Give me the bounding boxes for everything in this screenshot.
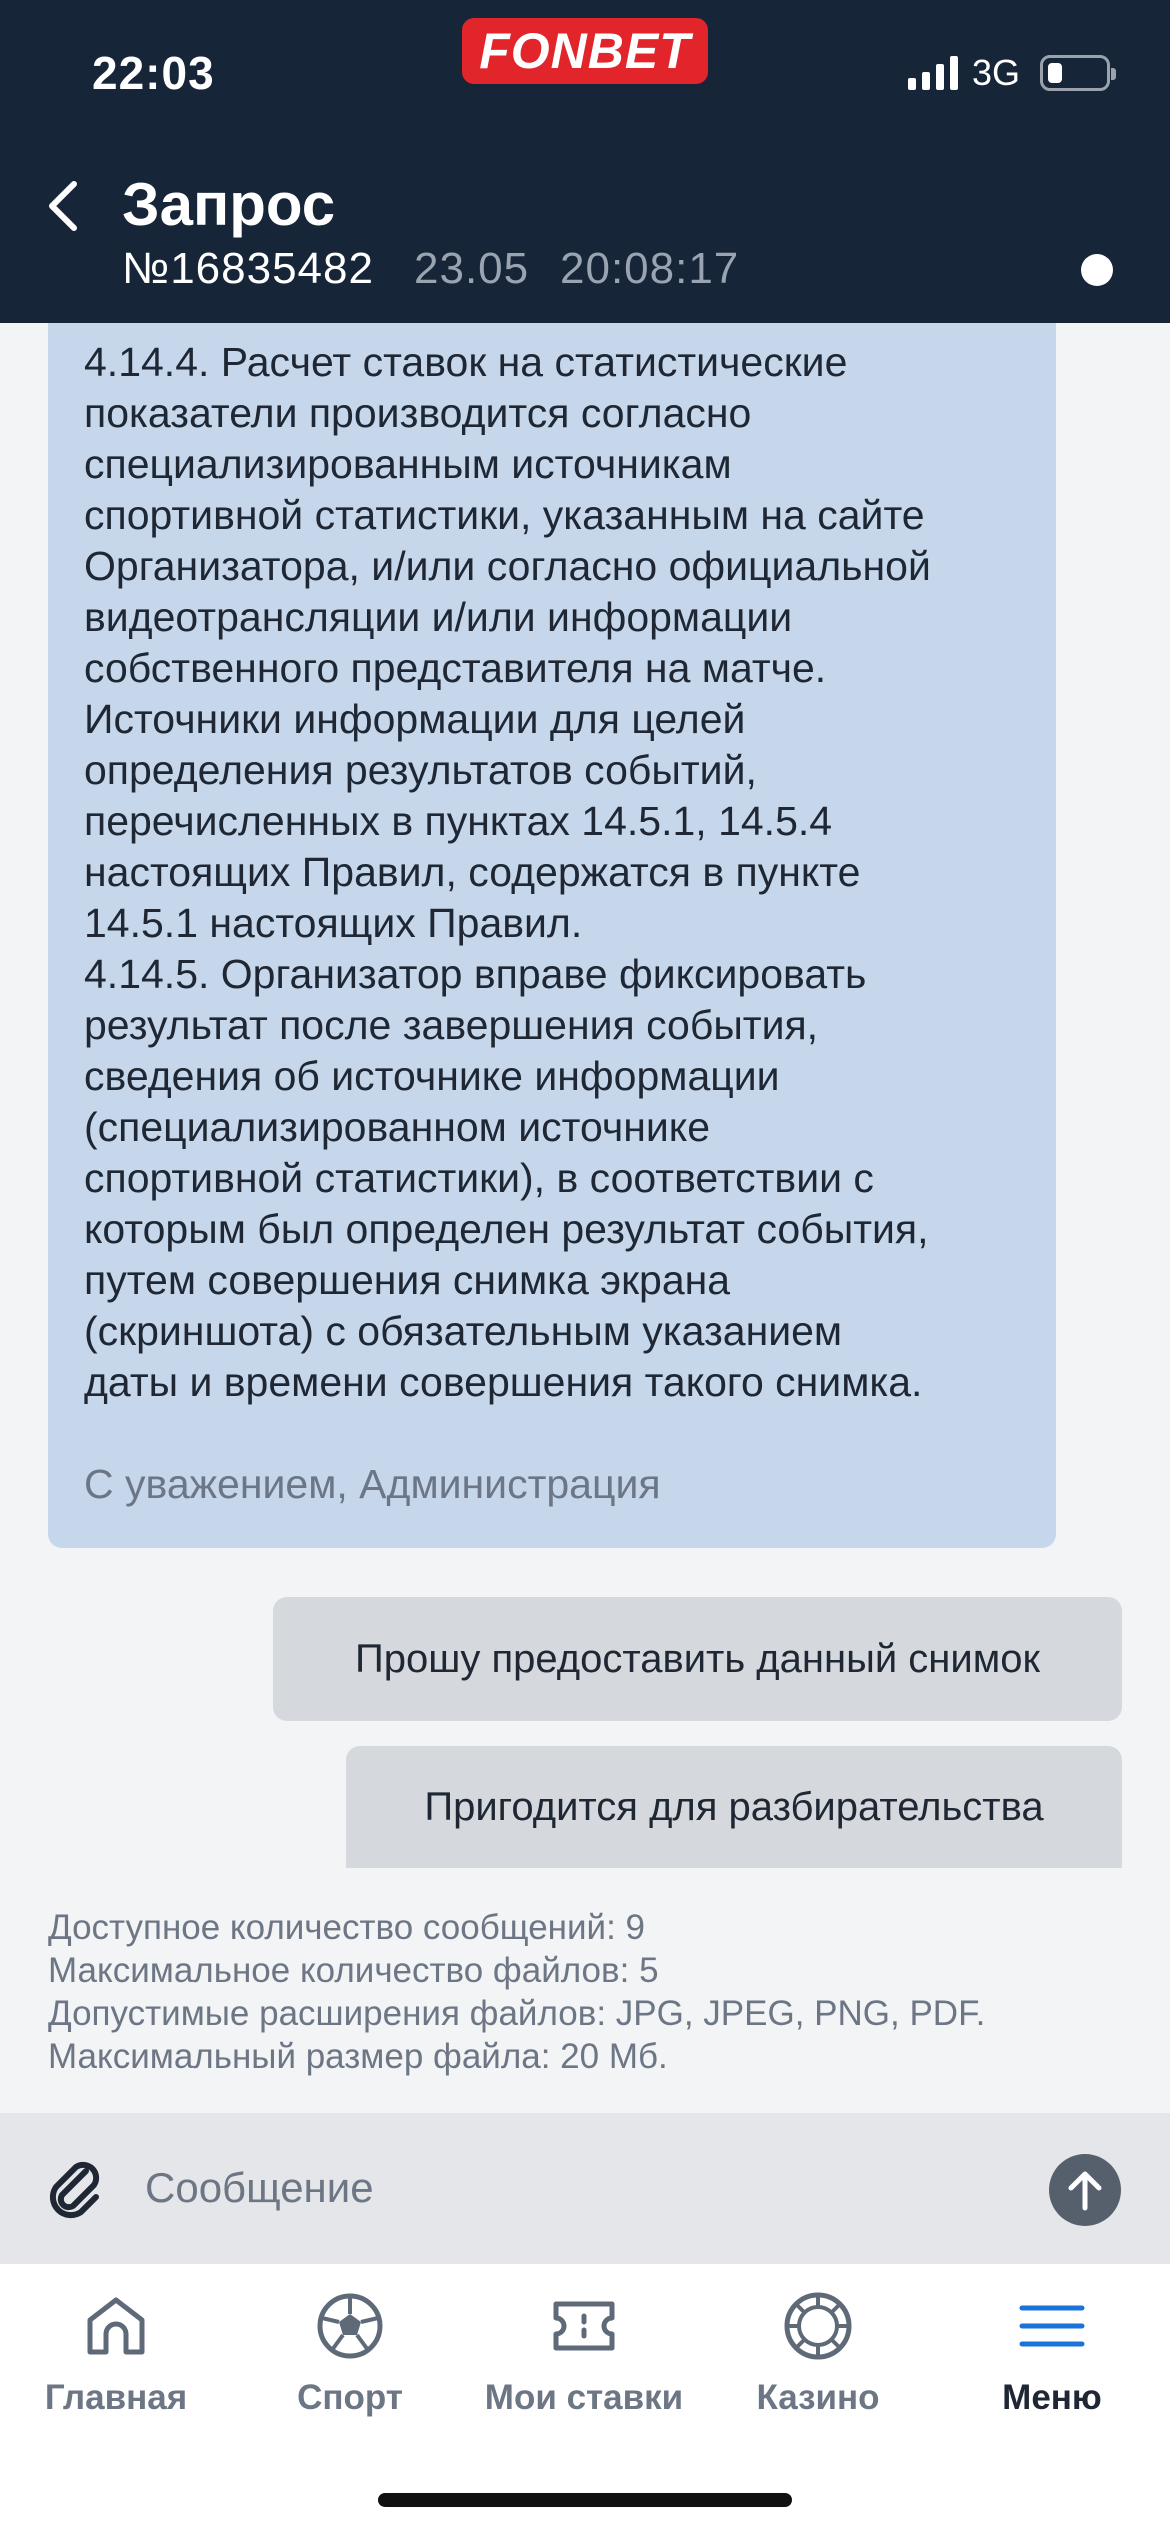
tab-label: Казино bbox=[756, 2378, 880, 2417]
tab-sport[interactable] bbox=[240, 2288, 460, 2438]
menu-icon bbox=[1014, 2288, 1090, 2364]
ticket-icon bbox=[546, 2288, 622, 2364]
messages-available-text: Доступное количество сообщений: 9 bbox=[48, 1908, 645, 1947]
tab-label: Спорт bbox=[297, 2378, 403, 2417]
paperclip-icon[interactable] bbox=[44, 2149, 106, 2229]
tab-menu[interactable] bbox=[942, 2288, 1162, 2438]
request-number: №16835482 bbox=[122, 244, 374, 293]
header bbox=[0, 0, 1170, 323]
back-arrow-icon[interactable] bbox=[40, 176, 84, 236]
tab-label: Меню bbox=[1002, 2378, 1102, 2417]
tab-label: Главная bbox=[44, 2378, 188, 2417]
arrow-up-icon bbox=[1065, 2168, 1105, 2212]
fonbet-logo: FONBET bbox=[462, 18, 708, 84]
max-files-text: Максимальное количество файлов: 5 bbox=[48, 1951, 659, 1990]
admin-signature: С уважением, Администрация bbox=[84, 1461, 661, 1507]
message-composer bbox=[0, 2113, 1170, 2263]
network-label: 3G bbox=[971, 52, 1020, 93]
home-indicator bbox=[378, 2493, 792, 2507]
bottom-tab-bar bbox=[0, 2263, 1170, 2532]
status-time: 22:03 bbox=[92, 47, 215, 99]
send-button[interactable] bbox=[1049, 2154, 1121, 2226]
tab-home[interactable] bbox=[6, 2288, 226, 2438]
tab-casino[interactable] bbox=[708, 2288, 928, 2438]
battery-icon bbox=[1040, 55, 1110, 91]
admin-message-bubble bbox=[48, 323, 1056, 1548]
status-dot bbox=[1081, 254, 1113, 286]
status-indicators bbox=[908, 52, 1110, 94]
tab-label: Мои ставки bbox=[484, 2378, 684, 2417]
tab-my-bets[interactable] bbox=[474, 2288, 694, 2438]
signal-icon bbox=[908, 56, 958, 90]
request-date: 23.05 bbox=[414, 244, 530, 293]
message-input[interactable] bbox=[145, 2153, 995, 2223]
casino-chip-icon bbox=[780, 2288, 856, 2364]
admin-message-text: 4.14.4. Расчет ставок на статистические показатели производится согласно специализированным источникам спортивной статистики, указанным на сайте Организатора, и/или согласно официальной видеотрансляции и/или информации собственного представителя на матче. Источники информации для целей определения результатов событий, перечисленных в пунктах 14.5.1, 14.5.4 настоящих Правил, содержатся в пункте 14.5.1 настоящих Правил. 4.14.5. Организатор вправе фиксировать результат после завершения события, сведения об источнике информации (специализированном источнике спортивной статистики), в соответствии с которым был определен результат события, путем совершения снимка экрана (скриншота) с обязательным указанием даты и времени совершения такого снимка. bbox=[84, 339, 931, 1405]
request-time: 20:08:17 bbox=[560, 244, 740, 293]
page-title: Запрос bbox=[122, 171, 336, 238]
user-message-bubble: Прошу предоставить данный снимок bbox=[273, 1597, 1122, 1721]
upload-limits-info bbox=[48, 1906, 985, 2078]
extensions-text: Допустимые расширения файлов: JPG, JPEG, PNG, PDF. bbox=[48, 1994, 986, 2033]
max-size-text: Максимальный размер файла: 20 Мб. bbox=[48, 2037, 668, 2076]
ball-icon bbox=[312, 2288, 388, 2364]
home-icon bbox=[78, 2288, 154, 2364]
user-message-bubble: Пригодится для разбирательства bbox=[346, 1746, 1122, 1868]
